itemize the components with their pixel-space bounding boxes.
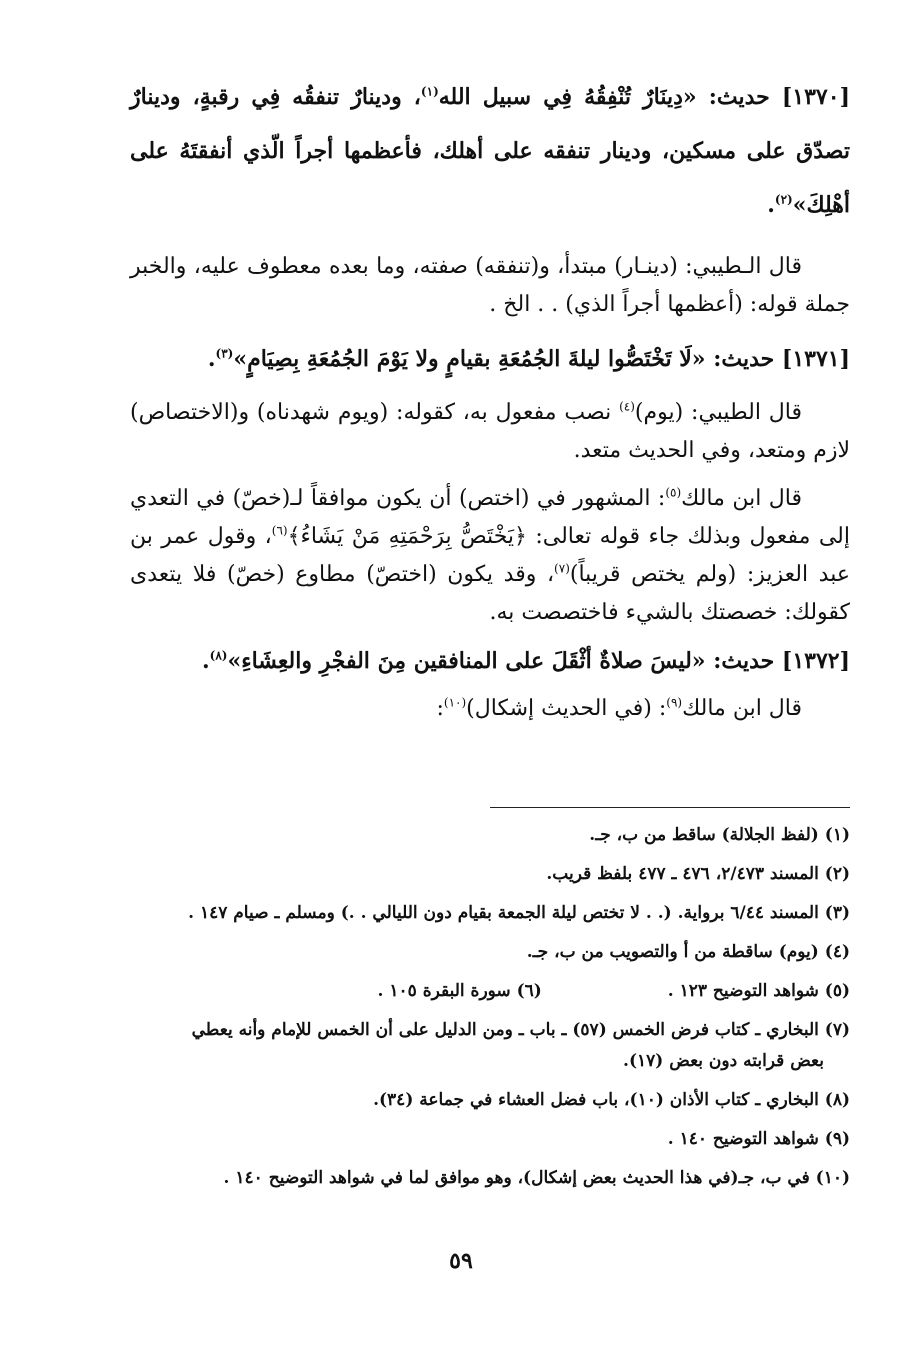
footnote-6: (٦) سورة البقرة ١٠٥ . [377,981,542,1001]
footnote-8: (٨) البخاري ـ كتاب الأذان (١٠)، باب فضل العشاء في جماعة (٣٤). [373,1090,850,1110]
commentary-text: ، وقد يكون (اختصّ) مطاوع (خصّ) فلا يتعدى كقولك: خصصتك بالشيء فاختصصت به. [130,562,850,625]
commentary-paragraph [130,480,850,632]
footnote-2: (٢) المسند ٢/٤٧٣، ٤٧٦ ـ ٤٧٧ بلفظ قريب. [546,864,850,884]
footnote-ref: (٢) [774,192,793,207]
hadith-number: [١٣٧٢] [781,648,850,674]
footnote-9: (٩) شواهد التوضيح ١٤٠ . [667,1129,850,1149]
commentary-text: قال ابن مالك [681,486,802,511]
punctuation: . [767,192,775,218]
footnote-ref: (٤) [619,399,635,414]
commentary-text: : المشهور في (اختص) أن يكون موافقاً لـ(خصّ) في التعدي إلى مفعول وبذلك جاء قوله تعالى: ﴿يَخْتَصُّ بِرَحْمَتِهِ مَنْ يَشَاءُ﴾ [130,486,850,549]
punctuation: . [201,648,210,674]
footnote-7-continuation: بعض قرابته دون بعض (١٧). [623,1051,824,1071]
footnote-7 [130,1015,850,1077]
footnote-10: (١٠) في ب، جـ(في هذا الحديث بعض إشكال)، وهو موافق لما في شواهد التوضيح ١٤٠ . [223,1168,850,1188]
footnote-ref: (٧) [554,561,570,576]
footnote-4: (٤) (يوم) ساقطة من أ والتصويب من ب، جـ. [526,942,850,962]
commentary-text: : (في الحديث إشكال) [466,696,667,721]
hadith-1370 [130,70,850,232]
commentary-paragraph [130,690,850,728]
commentary-text: نصب مفعول به، كقوله: (ويوم شهدناه) و(الاختصاص) لازم ومتعد، وفي الحديث متعد. [130,400,850,463]
hadith-text: ، ودينارٌ تنفقُه فِي رقبةٍ، ودينارٌ تصدّق على مسكين، ودينار تنفقه على أهلك، فأعظمها أجراً الّذي أنفقتَهُ على أهْلِكَ» [130,84,850,218]
hadith-lead: حديث: [708,84,770,110]
hadith-text: «ليسَ صلاةٌ أثْقَلَ على المنافقين مِنَ الفجْرِ والعِشَاءِ» [227,648,706,674]
commentary-text: قال ابن مالك [682,696,802,721]
hadith-text: «لَا تَخْتَصُّوا ليلةَ الجُمُعَةِ بقيامٍ ولا يَوْمَ الجُمُعَةِ بِصِيَامٍ» [233,346,706,372]
footnote-ref: (٩) [666,695,683,710]
footnote-ref: (٣) [215,346,234,361]
page-number: ٥٩ [449,1248,473,1274]
hadith-1371 [130,340,850,378]
footnote-ref: (١٠) [443,695,467,710]
punctuation: . [207,346,216,372]
footnote-ref: (٨) [209,648,228,663]
hadith-lead: حديث: [713,346,775,372]
footnote-ref: (٥) [665,485,682,500]
footnote-5-6 [130,976,850,1007]
footnote-1: (١) (لفظ الجلالة) ساقط من ب، جـ. [589,825,850,845]
commentary-paragraph: قال الـطيبي: (دينـار) مبتدأ، و(تنفقه) صفته، وما بعده معطوف عليه، والخبر جملة قوله: (أعظمها أجراً الذي) . . الخ . [130,254,850,317]
main-text [130,70,850,728]
footnote-ref: (٦) [271,523,288,538]
hadith-lead: حديث: [713,648,775,674]
footnote-ref: (١) [420,84,439,99]
commentary-text: قال الطيبي: (يوم) [634,400,803,425]
footnote-separator [490,807,850,808]
commentary-paragraph [130,394,850,470]
hadith-text: «دِينَارٌ تُنْفِقُهُ فِي سبيل الله [438,84,697,110]
footnote-7-line: (٧) البخاري ـ كتاب فرض الخمس (٥٧) ـ باب ـ ومن الدليل على أن الخمس للإمام وأنه يعطي [191,1020,850,1040]
footnote-3: (٣) المسند ٦/٤٤ برواية. (. . لا تختص ليلة الجمعة بقيام دون الليالي . .) ومسلم ـ صيام ١٤٧ . [188,903,850,923]
hadith-number: [١٣٧١] [781,346,850,372]
footnotes [130,820,850,1202]
hadith-1372 [130,642,850,680]
hadith-number: [١٣٧٠] [781,84,850,110]
commentary-text: ، وقول عمر بن عبد العزيز: (ولم يختص قريباً) [130,524,850,587]
punctuation: : [436,696,444,721]
footnote-5: (٥) شواهد التوضيح ١٢٣ . [667,981,850,1001]
